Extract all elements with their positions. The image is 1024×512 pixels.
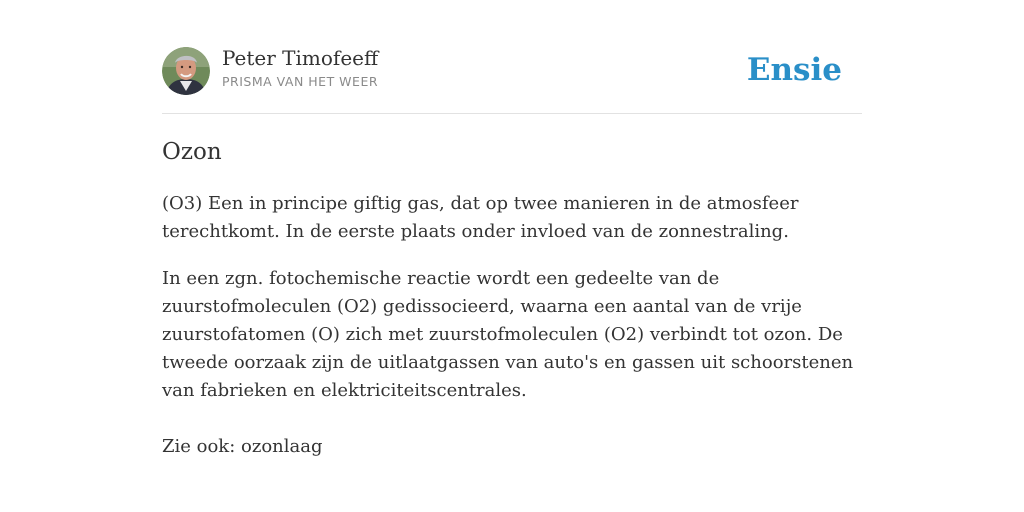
article-paragraph: In een zgn. fotochemische reactie wordt een gedeelte van de zuurstofmoleculen (O2) gedissocieerd, waarna een aantal van de vrije zuurstofatomen (O) zich met zuurstofmoleculen (O2) verbindt tot ozon. De tweede oorzaak zijn de uitlaatgassen van auto's en gassen uit schoorstenen van fabrieken en elektriciteitscentrales. bbox=[162, 268, 854, 401]
see-also-text: Zie ook: ozonlaag bbox=[162, 436, 323, 457]
brand-logo[interactable]: Ensie bbox=[746, 52, 842, 88]
article-body bbox=[162, 190, 862, 424]
page-title: Ozon bbox=[162, 139, 222, 165]
article-paragraph: (O3) Een in principe giftig gas, dat op twee manieren in de atmosfeer terechtkomt. In de eerste plaats onder invloed van de zonnestraling. bbox=[162, 193, 799, 242]
author-header bbox=[162, 46, 862, 96]
header-divider bbox=[162, 113, 862, 114]
author-subtitle[interactable]: PRISMA VAN HET WEER bbox=[222, 74, 379, 89]
avatar-image bbox=[162, 47, 210, 95]
author-name[interactable]: Peter Timofeeff bbox=[222, 46, 379, 70]
author-avatar[interactable] bbox=[162, 47, 210, 95]
